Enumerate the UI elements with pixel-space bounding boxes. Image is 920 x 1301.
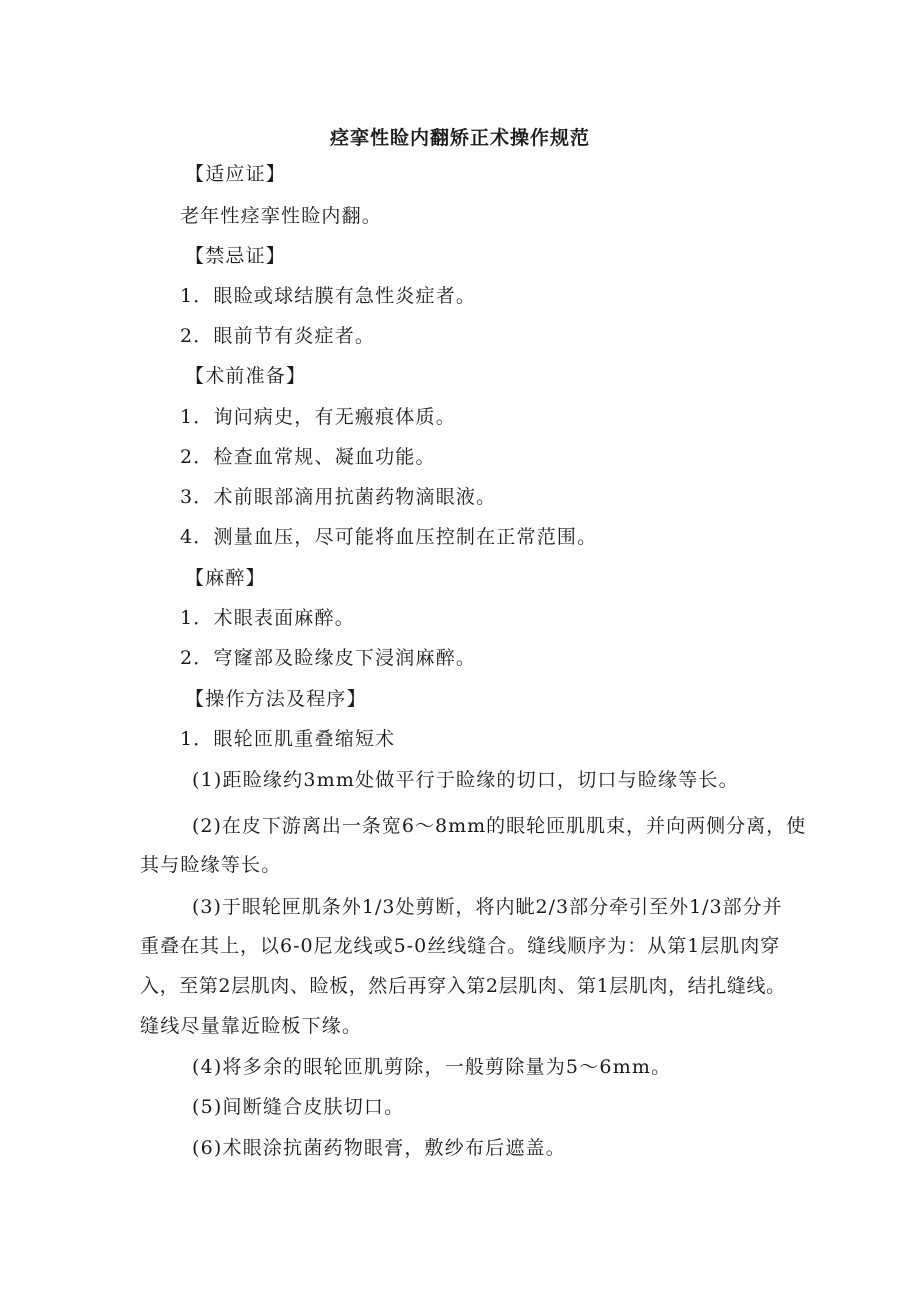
- procedure-step: (5)间断缝合皮肤切口。: [192, 1096, 405, 1118]
- procedure-step: (3)于眼轮匣肌条外1/3处剪断，将内眦2/3部分牵引至外1/3部分并: [192, 896, 783, 918]
- heading-procedure: 【操作方法及程序】: [185, 688, 367, 710]
- procedure-step-continuation: 缝线尽量靠近睑板下缘。: [140, 1015, 363, 1037]
- document-title: 痉挛性睑内翻矫正术操作规范: [329, 127, 590, 149]
- procedure-step: (6)术眼涂抗菌药物眼膏，敷纱布后遮盖。: [192, 1137, 566, 1159]
- procedure-subtitle: 1．眼轮匝肌重叠缩短术: [180, 728, 396, 750]
- anesthesia-item: 2．穹窿部及睑缘皮下浸润麻醉。: [180, 647, 477, 669]
- procedure-step-continuation: 重叠在其上，以6-0尼龙线或5-0丝线缝合。缝线顺序为：从第1层肌肉穿: [140, 935, 781, 957]
- preparation-item: 2．检查血常规、凝血功能。: [180, 446, 436, 468]
- preparation-item: 1．询问病史，有无瘢痕体质。: [180, 406, 456, 428]
- procedure-step-continuation: 入，至第2层肌肉、睑板，然后再穿入第2层肌肉、第1层肌肉，结扎缝线。: [140, 975, 786, 997]
- procedure-step-continuation: 其与睑缘等长。: [140, 854, 282, 876]
- preparation-item: 3．术前眼部滴用抗菌药物滴眼液。: [180, 486, 497, 508]
- procedure-step: (4)将多余的眼轮匝肌剪除，一般剪除量为5～6mm。: [192, 1056, 672, 1078]
- anesthesia-item: 1．术眼表面麻醉。: [180, 607, 355, 629]
- heading-contraindications: 【禁忌证】: [185, 245, 287, 267]
- preparation-item: 4．测量血压，尽可能将血压控制在正常范围。: [180, 526, 598, 548]
- indication-item: 老年性痉挛性睑内翻。: [180, 205, 383, 227]
- heading-indications: 【适应证】: [185, 163, 287, 185]
- heading-preparation: 【术前准备】: [185, 365, 307, 387]
- contraindication-item: 1．眼睑或球结膜有急性炎症者。: [180, 285, 477, 307]
- procedure-step: (2)在皮下游离出一条宽6～8mm的眼轮匝肌肌束，并向两侧分离，使: [192, 815, 807, 837]
- contraindication-item: 2．眼前节有炎症者。: [180, 325, 376, 347]
- heading-anesthesia: 【麻醉】: [185, 567, 266, 589]
- procedure-step: (1)距睑缘约3mm处做平行于睑缘的切口，切口与睑缘等长。: [192, 769, 739, 791]
